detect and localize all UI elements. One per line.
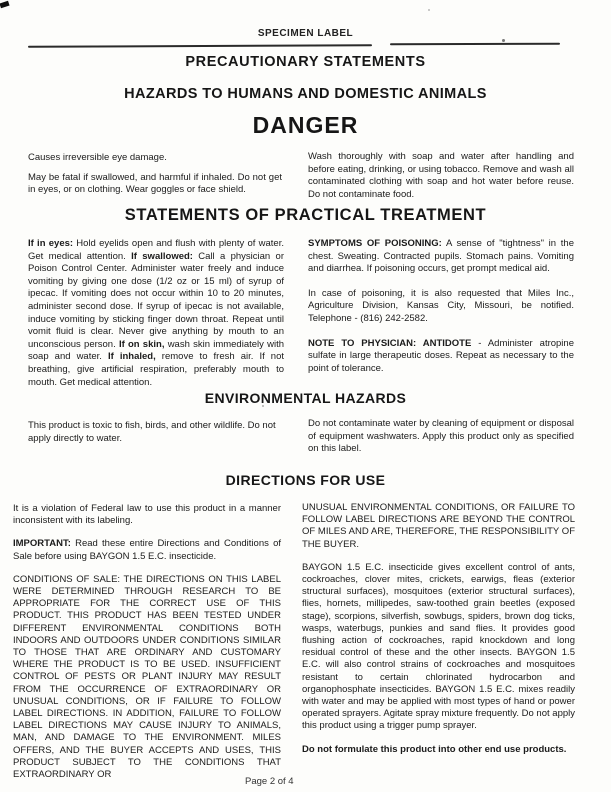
do-not-formulate-text: Do not formulate this product into other end use products.	[302, 743, 567, 755]
note-to-physician-text: NOTE TO PHYSICIAN: ANTIDOTE - Administer atropine sulfate in large therapeutic doses. Repeat as necessary to the point of tolerance.	[308, 337, 574, 374]
federal-law-text: It is a violation of Federal law to use this product in a manner inconsistent with its labeling.	[13, 503, 281, 527]
hazards-title: HAZARDS TO HUMANS AND DOMESTIC ANIMALS	[124, 86, 487, 102]
directions-right-column	[302, 502, 575, 756]
page-number: Page 2 of 4	[245, 776, 294, 787]
specimen-label-banner: SPECIMEN LABEL	[257, 28, 354, 39]
treatment-right-column	[308, 238, 574, 375]
directions-for-use-title: DIRECTIONS FOR USE	[225, 472, 386, 488]
environmental-hazards-title: ENVIRONMENTAL HAZARDS	[204, 390, 407, 406]
danger-right-column	[308, 151, 574, 201]
header-rule-left	[28, 44, 372, 48]
eye-damage-text: Causes irreversible eye damage.	[28, 152, 167, 163]
danger-left-column	[28, 152, 282, 197]
directions-left-column	[13, 503, 281, 781]
do-not-contaminate-water-text: Do not contaminate water by cleaning of equipment or disposal of equipment washwaters. Apply this product only as specified on this label.	[308, 418, 574, 455]
important-notice-text: IMPORTANT: Read these entire Directions and Conditions of Sale before using BAYGON 1.5 E.C. insecticide.	[13, 538, 281, 562]
environmental-left-column	[28, 420, 282, 445]
fatal-if-swallowed-text: May be fatal if swallowed, and harmful if inhaled. Do not get in eyes, or on clothing. Wear goggles or face shield.	[28, 171, 282, 196]
toxic-to-wildlife-text: This product is toxic to fish, birds, and other wildlife. Do not apply directly to water.	[28, 420, 276, 444]
poisoning-notification-text: In case of poisoning, it is also requested that Miles Inc., Agriculture Division, Kansas City, Missouri, be notified. Telephone - (816) 242-2582.	[308, 287, 574, 324]
symptoms-of-poisoning-text: SYMPTOMS OF POISONING: A sense of "tightness" in the chest. Sweating. Contracted pupils. Stomach pains. Vomiting and diarrhea. If poisoning occurs, get prompt medical aid.	[308, 238, 574, 275]
treatment-left-column	[28, 238, 284, 389]
first-aid-text: If in eyes: Hold eyelids open and flush with plenty of water. Get medical attention. If swallowed: Call a physician or Poison Control Center. Administer water freely and induce vomiting by giving one dose (1/2 oz or 15 ml) of syrup of ipecac. If vomiting does not occur within 10 to 20 minutes, administer second dose. If syrup of ipecac is not available, induce vomiting by sticking finger down throat. Repeat until vomit fluid is clear. Never give anything by mouth to an unconscious person. If on skin, wash skin immediately with soap and water. If inhaled, remove to fresh air. If not breathing, give artificial respiration, preferably mouth to mouth. Get medical attention.	[28, 238, 285, 388]
header-rule-right	[390, 43, 560, 46]
practical-treatment-title: STATEMENTS OF PRACTICAL TREATMENT	[124, 206, 487, 224]
scan-speck	[502, 39, 505, 42]
wash-thoroughly-text: Wash thoroughly with soap and water after handling and before eating, drinking, or using tobacco. Remove and wash all contaminated clothing with soap and hot water before reuse. Do not contaminate food.	[308, 151, 574, 200]
precautionary-statements-title: PRECAUTIONARY STATEMENTS	[185, 54, 426, 70]
danger-signal-word: DANGER	[252, 112, 359, 138]
conditions-of-sale-text: CONDITIONS OF SALE: THE DIRECTIONS ON THIS LABEL WERE DETERMINED THROUGH RESEARCH TO BE APPROPRIATE FOR THE CORRECT USE OF THIS PRODUCT. THIS PRODUCT HAS BEEN TESTED UNDER DIFFERENT ENVIRONMENTAL CONDITIONS BOTH INDOORS AND OUTDOORS UNDER CONDITIONS SIMILAR TO THOSE THAT ARE ORDINARY AND CUSTOMARY WHERE THE PRODUCT IS TO BE USED. INSUFFICIENT CONTROL OF PESTS OR PLANT INJURY MAY RESULT FROM THE OCCURRENCE OF EXTRAORDINARY OR UNUSUAL CONDITIONS, OR IF FAILURE TO FOLLOW LABEL DIRECTIONS. IN ADDITION, FAILURE TO FOLLOW LABEL DIRECTIONS MAY CAUSE INJURY TO ANIMALS, MAN, AND DAMAGE TO THE ENVIRONMENT. MILES OFFERS, AND THE BUYER ACCEPTS AND USES, THIS PRODUCT SUBJECT TO THE CONDITIONS THAT EXTRAORDINARY OR	[13, 573, 281, 781]
conditions-of-sale-continued-text: UNUSUAL ENVIRONMENTAL CONDITIONS, OR FAILURE TO FOLLOW LABEL DIRECTIONS ARE BEYOND THE CONTROL OF MILES AND ARE, THEREFORE, THE RESPONSIBILITY OF THE BUYER.	[302, 502, 575, 550]
scan-artifact-mark	[0, 1, 10, 9]
scan-speck	[428, 9, 430, 11]
environmental-right-column	[308, 418, 574, 456]
product-control-description-text: BAYGON 1.5 E.C. insecticide gives excellent control of ants, cockroaches, clover mites, crickets, earwigs, fleas (exterior structural surfaces), mosquitoes (exterior structural surfaces), flies, hornets, millipedes, saw-toothed grain beetles (exposed stage), scorpions, silverfish, sowbugs, spiders, brown dog ticks, wasps, waterbugs, punkies and sand flies. It provides good flushing action of cockroaches, rapid knockdown and long residual control of these and the other insects. BAYGON 1.5 E.C. will also control strains of cockroaches and mosquitoes resistant to certain chlorinated hydrocarbon and organophosphate insecticides. BAYGON 1.5 E.C. mixes readily with water and may be applied with most types of hand or power operated sprayers. Agitate spray mixture frequently. Do not apply this product using a trigger pump sprayer.	[302, 561, 575, 732]
